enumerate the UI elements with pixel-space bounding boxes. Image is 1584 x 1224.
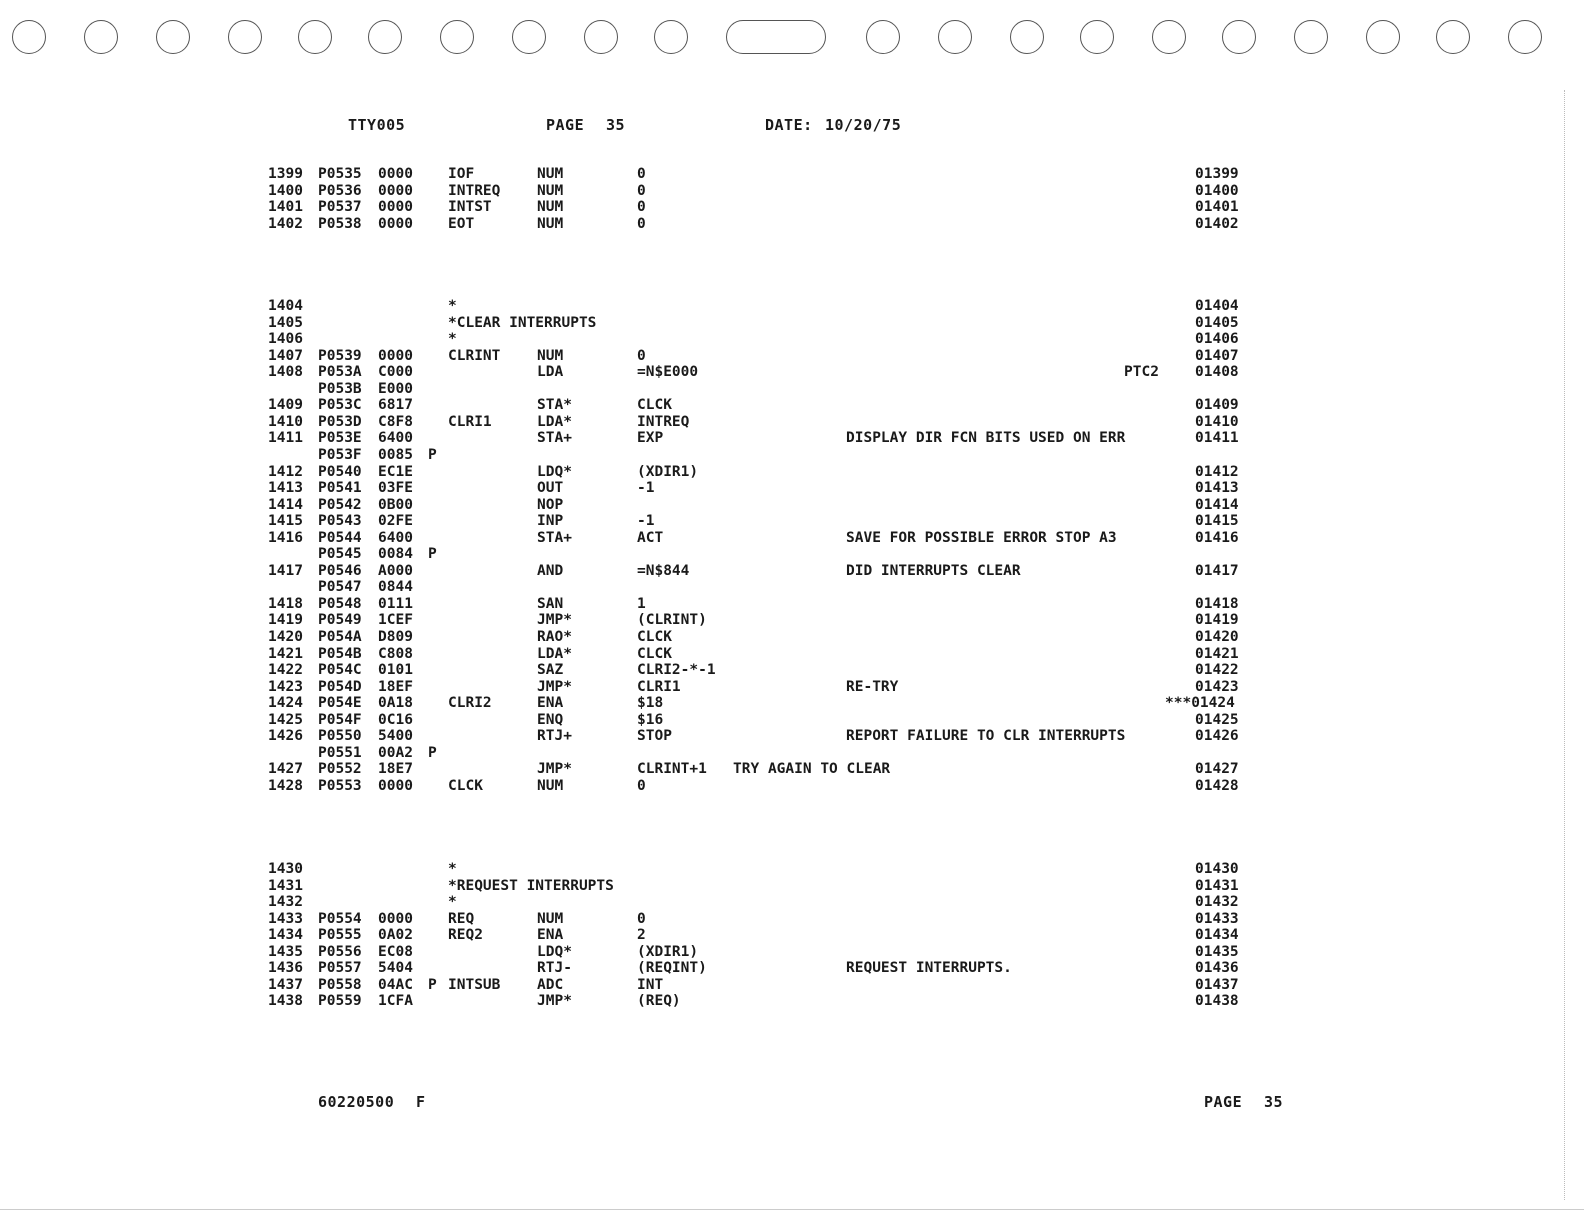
object-code: 0000 [378,777,413,794]
sequence-number: 01416 [1195,529,1239,546]
label: IOF [448,166,475,182]
opcode: ENQ [537,711,564,728]
line-number: 1431 [268,877,303,894]
sequence-number: 01399 [1195,166,1239,182]
sequence-number: 01434 [1195,927,1239,944]
opcode: AND [537,562,564,579]
line-number: 1401 [268,199,303,216]
sequence-number: 01419 [1195,612,1239,629]
object-code: 6400 [378,430,413,447]
location: P054A [318,629,362,645]
operand: CLCK [637,397,672,414]
opcode: RTJ+ [537,728,572,745]
relocation-flag: P [428,976,437,993]
sequence-number: 01427 [1195,761,1239,778]
object-code: 18EF [378,678,413,695]
sequence-number: 01430 [1195,861,1239,877]
footer-doc-number: 60220500 [318,1093,395,1111]
label: *REQUEST INTERRUPTS [448,877,614,894]
sequence-number: 01420 [1195,629,1239,645]
object-code: EC08 [378,943,413,960]
line-number: 1436 [268,960,303,977]
location: P0547 [318,579,362,596]
line-number: 1399 [268,166,303,182]
location: P0550 [318,728,362,745]
object-code: C8F8 [378,413,413,430]
location: P0545 [318,546,362,563]
object-code: A000 [378,562,413,579]
program-name: TTY005 [348,116,406,134]
line-number: 1407 [268,347,303,364]
label: CLRINT [448,347,501,364]
sequence-number: 01418 [1195,595,1239,612]
operand: 0 [637,215,646,232]
sequence-number: 01435 [1195,943,1239,960]
feed-hole [1222,20,1256,54]
operand: 0 [637,199,646,216]
sequence-number: 01437 [1195,976,1239,993]
opcode: SAZ [537,662,564,679]
label: * [448,331,457,348]
sequence-number: 01414 [1195,496,1239,513]
sequence-number: 01422 [1195,662,1239,679]
location: P0549 [318,612,362,629]
operand: CLRI1 [637,678,681,695]
label: *CLEAR INTERRUPTS [448,314,597,331]
header-page-label: PAGE [546,116,585,134]
opcode: NUM [537,182,564,199]
sequence-number: 01425 [1195,711,1239,728]
sequence-number: 01408 [1195,364,1239,381]
location: P054F [318,711,362,728]
line-number: 1409 [268,397,303,414]
location: P053C [318,397,362,414]
sequence-number: 01407 [1195,347,1239,364]
object-code: 0B00 [378,496,413,513]
operand: -1 [637,480,655,497]
line-number: 1420 [268,629,303,645]
location: P0540 [318,463,362,480]
sequence-number: 01411 [1195,430,1239,447]
opcode: ENA [537,927,564,944]
opcode: NUM [537,777,564,794]
location: P0555 [318,927,362,944]
object-code: C808 [378,645,413,662]
location: P054C [318,662,362,679]
opcode: LDA [537,364,564,381]
operand: 0 [637,347,646,364]
opcode: JMP* [537,612,572,629]
line-number: 1418 [268,595,303,612]
object-code: 0000 [378,182,413,199]
comment: RE-TRY [846,678,899,695]
opcode: LDA* [537,413,572,430]
header-date-label: DATE: [765,116,813,134]
line-number: 1425 [268,711,303,728]
operand: $16 [637,711,664,728]
line-number: 1433 [268,910,303,927]
opcode: RAO* [537,629,572,645]
line-number: 1430 [268,861,303,877]
operand: CLRI2-*-1 [637,662,716,679]
object-code: 5400 [378,728,413,745]
operand: EXP [637,430,664,447]
object-code: E000 [378,380,413,397]
opcode: NOP [537,496,564,513]
line-number: 1419 [268,612,303,629]
operand: 0 [637,182,646,199]
feed-hole [1152,20,1186,54]
location: P0535 [318,166,362,182]
page-edge [0,1209,1584,1210]
operand: CLRINT+1 TRY AGAIN TO CLEAR [637,761,891,778]
label: * [448,298,457,314]
line-number: 1406 [268,331,303,348]
label: CLRI2 [448,695,492,712]
opcode: STA* [537,397,572,414]
line-number: 1438 [268,993,303,1010]
opcode: ADC [537,976,564,993]
feed-hole [1436,20,1470,54]
operand: INT [637,976,664,993]
opcode: LDA* [537,645,572,662]
relocation-flag: P [428,446,437,463]
object-code: 0000 [378,347,413,364]
comment: DISPLAY DIR FCN BITS USED ON ERR [846,430,1126,447]
object-code: C000 [378,364,413,381]
object-code: 02FE [378,513,413,530]
opcode: JMP* [537,678,572,695]
location: P0548 [318,595,362,612]
object-code: 0084 [378,546,413,563]
location: P053E [318,430,362,447]
sequence-number: 01428 [1195,777,1239,794]
operand: (REQINT) [637,960,707,977]
operand: -1 [637,513,655,530]
label: INTST [448,199,492,216]
feed-hole [512,20,546,54]
opcode: STA+ [537,529,572,546]
footer-revision: F [416,1093,426,1111]
feed-hole [12,20,46,54]
footer-page-number: 35 [1264,1093,1284,1111]
object-code: 1CEF [378,612,413,629]
object-code: EC1E [378,463,413,480]
line-number: 1426 [268,728,303,745]
location: P053D [318,413,362,430]
operand: CLCK [637,629,672,645]
line-number: 1413 [268,480,303,497]
object-code: 0101 [378,662,413,679]
sequence-number: 01432 [1195,894,1239,911]
sequence-number: 01400 [1195,182,1239,199]
line-number: 1434 [268,927,303,944]
sequence-number: 01409 [1195,397,1239,414]
location: P0536 [318,182,362,199]
object-code: 0000 [378,166,413,182]
opcode: RTJ- [537,960,572,977]
tractor-feed-holes [0,0,1584,70]
line-number: 1435 [268,943,303,960]
location: P0557 [318,960,362,977]
comment: REQUEST INTERRUPTS. [846,960,1012,977]
label: EOT [448,215,475,232]
line-number: 1432 [268,894,303,911]
object-code: D809 [378,629,413,645]
label: INTREQ [448,182,501,199]
location: P0554 [318,910,362,927]
label: REQ [448,910,475,927]
line-number: 1411 [268,430,303,447]
object-code: 18E7 [378,761,413,778]
opcode: NUM [537,347,564,364]
perforation-line [1564,90,1566,1200]
operand: CLCK [637,645,672,662]
operand: 0 [637,910,646,927]
line-number: 1416 [268,529,303,546]
opcode: SAN [537,595,564,612]
sequence-number: 01421 [1195,645,1239,662]
object-code: 0A02 [378,927,413,944]
object-code: 0C16 [378,711,413,728]
location: P0537 [318,199,362,216]
sequence-number: 01433 [1195,910,1239,927]
location: P0546 [318,562,362,579]
operand: STOP [637,728,672,745]
location: P053F [318,446,362,463]
location: P0538 [318,215,362,232]
location: P0553 [318,777,362,794]
opcode: LDQ* [537,943,572,960]
comment: REPORT FAILURE TO CLR INTERRUPTS [846,728,1126,745]
label: CLCK [448,777,483,794]
feed-hole [584,20,618,54]
location: P0543 [318,513,362,530]
opcode: JMP* [537,993,572,1010]
sequence-number: ***01424 [1165,695,1235,712]
location: P0544 [318,529,362,546]
operand: (REQ) [637,993,681,1010]
opcode: ENA [537,695,564,712]
feed-hole [726,20,826,54]
operand: INTREQ [637,413,690,430]
label: CLRI1 [448,413,492,430]
sequence-number: 01402 [1195,215,1239,232]
opcode: INP [537,513,564,530]
sequence-number: 01431 [1195,877,1239,894]
object-code: 0844 [378,579,413,596]
line-number: 1422 [268,662,303,679]
feed-hole [1366,20,1400,54]
line-number: 1423 [268,678,303,695]
line-number: 1404 [268,298,303,314]
relocation-flag: P [428,744,437,761]
object-code: 00A2 [378,744,413,761]
feed-hole [866,20,900,54]
header-page-number: 35 [606,116,626,134]
sequence-number: 01401 [1195,199,1239,216]
sequence-number: 01404 [1195,298,1239,314]
sequence-number: 01426 [1195,728,1239,745]
object-code: 0000 [378,199,413,216]
object-code: 6400 [378,529,413,546]
sequence-number: 01415 [1195,513,1239,530]
object-code: 6817 [378,397,413,414]
header-date: 10/20/75 [825,116,902,134]
operand: 2 [637,927,646,944]
object-code: 0000 [378,215,413,232]
location: P054E [318,695,362,712]
comment: DID INTERRUPTS CLEAR [846,562,1021,579]
comment: SAVE FOR POSSIBLE ERROR STOP A3 [846,529,1117,546]
opcode: NUM [537,910,564,927]
comment: PTC2 [1124,364,1159,381]
opcode: LDQ* [537,463,572,480]
operand: =N$844 [637,562,690,579]
sequence-number: 01438 [1195,993,1239,1010]
feed-hole [1010,20,1044,54]
operand: 0 [637,166,646,182]
operand: (CLRINT) [637,612,707,629]
line-number: 1437 [268,976,303,993]
sequence-number: 01417 [1195,562,1239,579]
opcode: NUM [537,215,564,232]
label: * [448,861,457,877]
line-number: 1400 [268,182,303,199]
feed-hole [1294,20,1328,54]
feed-hole [1508,20,1542,54]
sequence-number: 01436 [1195,960,1239,977]
location: P0551 [318,744,362,761]
feed-hole [938,20,972,54]
sequence-number: 01423 [1195,678,1239,695]
line-number: 1415 [268,513,303,530]
line-number: 1424 [268,695,303,712]
operand: (XDIR1) [637,943,699,960]
object-code: 0000 [378,910,413,927]
line-number: 1412 [268,463,303,480]
line-number: 1405 [268,314,303,331]
line-number: 1417 [268,562,303,579]
location: P0556 [318,943,362,960]
feed-hole [1080,20,1114,54]
feed-hole [440,20,474,54]
location: P0541 [318,480,362,497]
operand: ACT [637,529,664,546]
object-code: 1CFA [378,993,413,1010]
location: P0559 [318,993,362,1010]
opcode: STA+ [537,430,572,447]
object-code: 0085 [378,446,413,463]
location: P054D [318,678,362,695]
line-number: 1428 [268,777,303,794]
operand: (XDIR1) [637,463,699,480]
feed-hole [298,20,332,54]
line-number: 1421 [268,645,303,662]
feed-hole [84,20,118,54]
object-code: 5404 [378,960,413,977]
sequence-number: 01406 [1195,331,1239,348]
line-number: 1427 [268,761,303,778]
opcode: NUM [537,199,564,216]
operand: 1 [637,595,646,612]
label: * [448,894,457,911]
relocation-flag: P [428,546,437,563]
object-code: 0A18 [378,695,413,712]
line-number: 1402 [268,215,303,232]
location: P0542 [318,496,362,513]
feed-hole [368,20,402,54]
object-code: 0111 [378,595,413,612]
sequence-number: 01412 [1195,463,1239,480]
line-number: 1408 [268,364,303,381]
line-number: 1414 [268,496,303,513]
operand: $18 [637,695,664,712]
location: P0552 [318,761,362,778]
opcode: OUT [537,480,564,497]
operand: =N$E000 [637,364,699,381]
object-code: 04AC [378,976,413,993]
label: INTSUB [448,976,501,993]
line-number: 1410 [268,413,303,430]
label: REQ2 [448,927,483,944]
location: P0539 [318,347,362,364]
location: P053A [318,364,362,381]
opcode: JMP* [537,761,572,778]
sequence-number: 01410 [1195,413,1239,430]
sequence-number: 01405 [1195,314,1239,331]
feed-hole [228,20,262,54]
operand: 0 [637,777,646,794]
opcode: NUM [537,166,564,182]
location: P0558 [318,976,362,993]
location: P053B [318,380,362,397]
object-code: 03FE [378,480,413,497]
feed-hole [654,20,688,54]
sequence-number: 01413 [1195,480,1239,497]
feed-hole [156,20,190,54]
footer-page-label: PAGE [1204,1093,1243,1111]
location: P054B [318,645,362,662]
